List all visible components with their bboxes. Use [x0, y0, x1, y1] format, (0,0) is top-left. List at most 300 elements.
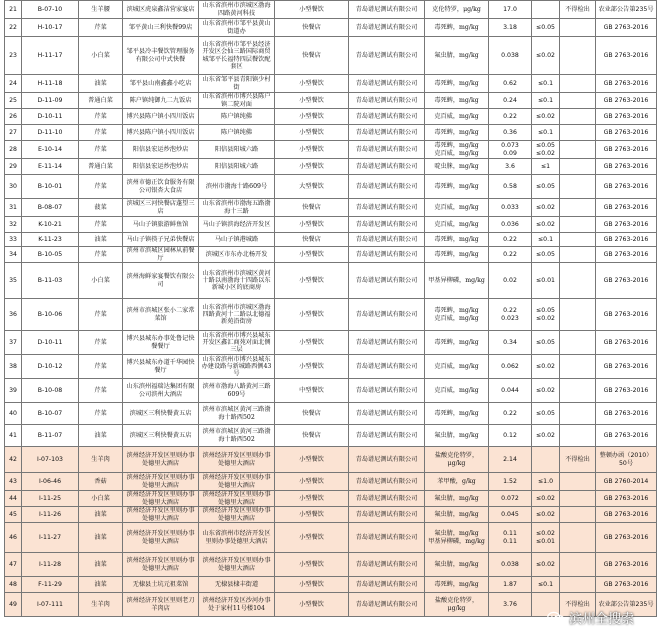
- table-row: [5, 217, 657, 233]
- cell-lab: 青岛谱尼测试有限公司: [349, 523, 425, 553]
- cell-limit: ≤0.02: [532, 199, 560, 217]
- cell-result: 0.22: [489, 233, 532, 247]
- cell-std: 农业部公告第235号: [596, 1, 657, 19]
- cell-lab: 青岛谱尼测试有限公司: [349, 491, 425, 507]
- cell-address: 滨州经济开发区里则办事处德里大酒店: [199, 473, 275, 491]
- cell-address: 阳信县阳城六路: [199, 159, 275, 175]
- cell-code: I-07-111: [22, 593, 79, 617]
- cell-address: 山东省滨州市滨城区黄河十路以南渤海十四路以东新城小区的底商房: [199, 263, 275, 299]
- cell-food: 芹菜: [79, 217, 123, 233]
- cell-verdict: [560, 473, 596, 491]
- cell-no: 32: [5, 217, 22, 233]
- table-row: [5, 577, 657, 593]
- cell-code: I-06-46: [22, 473, 79, 491]
- cell-no: 44: [5, 491, 22, 507]
- cell-unit: 博兴县城东办道千华园快餐厅: [123, 355, 199, 379]
- cell-item: 毒死蜱，mg/kg: [425, 403, 489, 425]
- cell-unit: 滨州经济开发区里则办事处德里大酒店: [123, 523, 199, 553]
- cell-std: GB 2763-2016: [596, 247, 657, 263]
- cell-no: 47: [5, 553, 22, 577]
- cell-type: 小型餐饮: [275, 217, 349, 233]
- cell-std: GB 2763-2016: [596, 507, 657, 523]
- cell-unit: 马山子镇筷子兄弟快餐店: [123, 233, 199, 247]
- cell-lab: 青岛谱尼测试有限公司: [349, 93, 425, 109]
- cell-code: D-10-12: [22, 355, 79, 379]
- cell-no: 21: [5, 1, 22, 19]
- cell-result: 0.062: [489, 355, 532, 379]
- cell-verdict: [560, 403, 596, 425]
- cell-verdict: [560, 93, 596, 109]
- cell-food: 芹菜: [79, 247, 123, 263]
- cell-limit: ≤0.1: [532, 125, 560, 141]
- cell-address: 山东省滨州市经济开发区里则办事处德里大酒店: [199, 523, 275, 553]
- cell-address: 山东省滨州市滨城区渤海四路黄河十二路以北德福新苑沿街房: [199, 299, 275, 331]
- cell-address: 滨州经济开发区里则办事处德里大酒店: [199, 491, 275, 507]
- cell-verdict: [560, 141, 596, 159]
- cell-address: 无棣县棣丰街道: [199, 577, 275, 593]
- table-row: [5, 299, 657, 331]
- cell-std: GB 2763-2016: [596, 379, 657, 403]
- cell-verdict: [560, 125, 596, 141]
- cell-result: 0.038: [489, 37, 532, 75]
- table-row: [5, 247, 657, 263]
- cell-limit: ≤0.02: [532, 507, 560, 523]
- cell-lab: 青岛谱尼测试有限公司: [349, 141, 425, 159]
- cell-no: 39: [5, 379, 22, 403]
- cell-food: 芹菜: [79, 355, 123, 379]
- cell-verdict: [560, 159, 596, 175]
- cell-food: 油菜: [79, 523, 123, 553]
- cell-std: GB 2763-2016: [596, 491, 657, 507]
- cell-address: 滨州经济开发区里则办事处德里大酒店: [199, 553, 275, 577]
- cell-item: 毒死蜱，mg/kg: [425, 125, 489, 141]
- cell-verdict: [560, 109, 596, 125]
- cell-result: 0.22: [489, 247, 532, 263]
- cell-food: 普通白菜: [79, 93, 123, 109]
- cell-verdict: 不得检出: [560, 447, 596, 473]
- cell-result: 0.033: [489, 199, 532, 217]
- cell-limit: ≤0.02: [532, 37, 560, 75]
- cell-lab: 青岛谱尼测试有限公司: [349, 75, 425, 93]
- cell-item: 氟虫腈，mg/kg: [425, 425, 489, 447]
- cell-item: 毒死蜱，mg/kg 克百威，mg/kg: [425, 299, 489, 331]
- cell-unit: 山东滨州福瑞达集团有限公司滨州大酒店: [123, 379, 199, 403]
- cell-unit: 陈户镇纯御九二九饭店: [123, 93, 199, 109]
- cell-result: 0.045: [489, 507, 532, 523]
- cell-food: 芹菜: [79, 331, 123, 355]
- cell-type: 快餐店: [275, 19, 349, 37]
- table-row: [5, 75, 657, 93]
- cell-limit: ≤0.02: [532, 217, 560, 233]
- cell-verdict: [560, 199, 596, 217]
- cell-item: 克百威，mg/kg: [425, 379, 489, 403]
- cell-lab: 青岛谱尼测试有限公司: [349, 403, 425, 425]
- cell-limit: ≤0.1: [532, 577, 560, 593]
- cell-unit: 滨州经济开发区里则办事处德里大酒店: [123, 447, 199, 473]
- cell-limit: ≤0.05: [532, 331, 560, 355]
- cell-lab: 青岛谱尼测试有限公司: [349, 263, 425, 299]
- cell-food: 芹菜: [79, 125, 123, 141]
- table-row: [5, 141, 657, 159]
- cell-item: 氟虫腈，mg/kg 甲基异柳磷，mg/kg: [425, 523, 489, 553]
- cell-item: 毒死蜱，mg/kg: [425, 75, 489, 93]
- cell-limit: ≤0.02: [532, 425, 560, 447]
- cell-item: 甲基异柳磷，mg/kg: [425, 263, 489, 299]
- cell-std: GB 2760-2014: [596, 473, 657, 491]
- cell-limit: ≤0.02 ≤0.01: [532, 523, 560, 553]
- cell-food: 小白菜: [79, 491, 123, 507]
- cell-lab: 青岛谱尼测试有限公司: [349, 109, 425, 125]
- cell-item: 毒死蜱，mg/kg: [425, 19, 489, 37]
- cell-lab: 青岛谱尼测试有限公司: [349, 299, 425, 331]
- cell-code: F-11-29: [22, 577, 79, 593]
- cell-unit: 邹平县冷丰餐饮管理服务有限公司中式快餐: [123, 37, 199, 75]
- cell-limit: ≤1: [532, 159, 560, 175]
- cell-limit: ≤0.05 ≤0.02: [532, 141, 560, 159]
- cell-code: I-11-25: [22, 491, 79, 507]
- cell-code: B-07-10: [22, 1, 79, 19]
- cell-verdict: [560, 355, 596, 379]
- cell-address: 滨州经济开发区里则办事处德里大酒店: [199, 507, 275, 523]
- cell-no: 27: [5, 125, 22, 141]
- cell-verdict: [560, 19, 596, 37]
- cell-lab: 青岛谱尼测试有限公司: [349, 19, 425, 37]
- cell-limit: ≤0.1: [532, 233, 560, 247]
- cell-code: B-11-07: [22, 425, 79, 447]
- table-row: [5, 447, 657, 473]
- cell-result: 0.22: [489, 403, 532, 425]
- cell-no: 24: [5, 75, 22, 93]
- cell-unit: 滨城区三利快餐黄五店: [123, 425, 199, 447]
- cell-std: GB 2763-2016: [596, 19, 657, 37]
- table-row: [5, 93, 657, 109]
- cell-lab: 青岛谱尼测试有限公司: [349, 199, 425, 217]
- cell-code: B-10-07: [22, 403, 79, 425]
- cell-std: GB 2763-2016: [596, 553, 657, 577]
- cell-verdict: [560, 233, 596, 247]
- cell-no: 25: [5, 93, 22, 109]
- cell-food: 菠菜: [79, 199, 123, 217]
- cell-code: B-10-05: [22, 247, 79, 263]
- cell-std: GB 2763-2016: [596, 403, 657, 425]
- cell-address: 马山子镇滨海经济开发区: [199, 217, 275, 233]
- cell-lab: 青岛谱尼测试有限公司: [349, 553, 425, 577]
- cell-result: 3.76: [489, 593, 532, 617]
- cell-item: 盐酸克伦特罗，μg/kg: [425, 447, 489, 473]
- cell-food: 芹菜: [79, 403, 123, 425]
- cell-type: 快餐店: [275, 403, 349, 425]
- cell-type: 小型餐饮: [275, 507, 349, 523]
- cell-food: 生羊肉: [79, 593, 123, 617]
- cell-unit: 滨州经济开发区里则办事处德里大酒店: [123, 507, 199, 523]
- cell-unit: 滨州经济开发区里则老刀羊肉店: [123, 593, 199, 617]
- cell-type: 小型餐饮: [275, 159, 349, 175]
- cell-type: 小型餐饮: [275, 553, 349, 577]
- cell-code: I-07-103: [22, 447, 79, 473]
- cell-result: 0.36: [489, 125, 532, 141]
- cell-unit: 博兴县陈户镇小四川饭店: [123, 125, 199, 141]
- cell-result: 0.044: [489, 379, 532, 403]
- cell-code: D-11-09: [22, 93, 79, 109]
- cell-food: 油菜: [79, 75, 123, 93]
- cell-limit: ≤0.02: [532, 109, 560, 125]
- cell-type: 小型餐饮: [275, 299, 349, 331]
- cell-food: 小白菜: [79, 37, 123, 75]
- cell-unit: 邹平黄山三利快餐99店: [123, 19, 199, 37]
- cell-no: 49: [5, 593, 22, 617]
- cell-std: GB 2763-2016: [596, 93, 657, 109]
- cell-unit: 邹平县山南鑫鑫小吃店: [123, 75, 199, 93]
- cell-type: 小型餐饮: [275, 491, 349, 507]
- cell-no: 34: [5, 247, 22, 263]
- cell-std: GB 2763-2016: [596, 37, 657, 75]
- cell-no: 43: [5, 473, 22, 491]
- cell-food: 油菜: [79, 577, 123, 593]
- cell-type: 小型餐饮: [275, 125, 349, 141]
- cell-lab: 青岛谱尼测试有限公司: [349, 175, 425, 199]
- cell-verdict: [560, 263, 596, 299]
- cell-limit: ≤0.02: [532, 553, 560, 577]
- cell-type: 小型餐饮: [275, 523, 349, 553]
- cell-code: H-11-18: [22, 75, 79, 93]
- cell-food: 油菜: [79, 425, 123, 447]
- cell-address: 滨城区市东办北杨开发: [199, 247, 275, 263]
- cell-food: 普通白菜: [79, 159, 123, 175]
- cell-no: 35: [5, 263, 22, 299]
- cell-result: 0.22 0.023: [489, 299, 532, 331]
- cell-unit: 滨州海鲜家宴餐饮有限公司: [123, 263, 199, 299]
- cell-result: 0.073 0.09: [489, 141, 532, 159]
- cell-food: 小白菜: [79, 263, 123, 299]
- cell-code: D-10-11: [22, 109, 79, 125]
- cell-limit: ≤1.0: [532, 473, 560, 491]
- cell-std: GB 2763-2016: [596, 199, 657, 217]
- cell-code: I-11-27: [22, 523, 79, 553]
- cell-food: 芹菜: [79, 299, 123, 331]
- cell-address: 马山子镇港城路: [199, 233, 275, 247]
- cell-address: 山东省滨州市渤海五路渤海十三路: [199, 199, 275, 217]
- cell-limit: ≤0.02: [532, 379, 560, 403]
- cell-no: 23: [5, 37, 22, 75]
- cell-verdict: [560, 379, 596, 403]
- cell-limit: ≤0.02: [532, 491, 560, 507]
- cell-no: 29: [5, 159, 22, 175]
- cell-no: 42: [5, 447, 22, 473]
- cell-type: 小型餐饮: [275, 93, 349, 109]
- cell-item: 啶虫脒，mg/kg: [425, 159, 489, 175]
- cell-result: 0.072: [489, 491, 532, 507]
- cell-item: 克伦特罗，μg/kg: [425, 1, 489, 19]
- cell-result: 3.6: [489, 159, 532, 175]
- cell-result: 2.14: [489, 447, 532, 473]
- cell-item: 克百威，mg/kg: [425, 199, 489, 217]
- cell-code: B-10-06: [22, 299, 79, 331]
- cell-verdict: 不得检出: [560, 593, 596, 617]
- cell-lab: 青岛谱尼测试有限公司: [349, 1, 425, 19]
- cell-address: 陈户镇纯佛: [199, 125, 275, 141]
- cell-verdict: [560, 523, 596, 553]
- cell-address: 滨州经济开发区里则办事处德里大酒店: [199, 447, 275, 473]
- cell-result: 1.87: [489, 577, 532, 593]
- cell-lab: 青岛谱尼测试有限公司: [349, 125, 425, 141]
- cell-std: GB 2763-2016: [596, 159, 657, 175]
- cell-item: 毒死蜱，mg/kg: [425, 577, 489, 593]
- watermark: [547, 608, 634, 627]
- cell-code: E-11-14: [22, 159, 79, 175]
- cell-std: GB 2763-2016: [596, 125, 657, 141]
- cell-food: 芹菜: [79, 109, 123, 125]
- table-row: [5, 473, 657, 491]
- table-row: [5, 159, 657, 175]
- cell-verdict: [560, 331, 596, 355]
- cell-lab: 青岛谱尼测试有限公司: [349, 331, 425, 355]
- cell-std: 整顿办函（2010）50号: [596, 447, 657, 473]
- cell-unit: 滨州经济开发区里则办事处德里大酒店: [123, 491, 199, 507]
- table-row: [5, 19, 657, 37]
- cell-unit: 阳信县宏运炒泡炒店: [123, 159, 199, 175]
- cell-address: 滨州市滨城区黄河三路渤海十路西502: [199, 403, 275, 425]
- cell-item: 毒死蜱，mg/kg: [425, 93, 489, 109]
- cell-result: 0.038: [489, 553, 532, 577]
- cell-address: 山东省滨州市邹平县经济开发区会仙三路国际商贸城邹平长福特四层餐饮配套区: [199, 37, 275, 75]
- cell-lab: 青岛谱尼测试有限公司: [349, 447, 425, 473]
- cell-no: 41: [5, 425, 22, 447]
- cell-food: 芹菜: [79, 175, 123, 199]
- cell-code: B-11-03: [22, 263, 79, 299]
- cell-unit: 滨城区虎泉鑫洁营家宴店: [123, 1, 199, 19]
- cell-type: 快餐店: [275, 425, 349, 447]
- cell-limit: ≤0.02: [532, 355, 560, 379]
- table-row: [5, 109, 657, 125]
- cell-item: 氟虫腈，mg/kg: [425, 37, 489, 75]
- cell-type: 小型餐饮: [275, 593, 349, 617]
- cell-type: 小型餐饮: [275, 473, 349, 491]
- cell-no: 37: [5, 331, 22, 355]
- cell-unit: 马山子镇旅游鲜鱼馆: [123, 217, 199, 233]
- cell-no: 22: [5, 19, 22, 37]
- cell-std: GB 2763-2016: [596, 233, 657, 247]
- cell-limit: ≤0.05: [532, 19, 560, 37]
- cell-std: GB 2763-2016: [596, 141, 657, 159]
- cell-std: GB 2763-2016: [596, 175, 657, 199]
- cell-result: 3.18: [489, 19, 532, 37]
- table-row: [5, 523, 657, 553]
- cell-item: 克百威，mg/kg: [425, 109, 489, 125]
- wechat-icon: [547, 611, 565, 625]
- cell-limit: [532, 1, 560, 19]
- cell-type: 小型餐饮: [275, 331, 349, 355]
- table-row: [5, 425, 657, 447]
- cell-verdict: [560, 247, 596, 263]
- cell-unit: 滨州经济开发区里则办事处德里大酒店: [123, 553, 199, 577]
- cell-item: 苯甲酸，g/kg: [425, 473, 489, 491]
- cell-no: 38: [5, 355, 22, 379]
- cell-std: GB 2763-2016: [596, 75, 657, 93]
- cell-verdict: [560, 175, 596, 199]
- cell-verdict: [560, 491, 596, 507]
- cell-unit: 无棣县土坑元祖菜馆: [123, 577, 199, 593]
- table-row: [5, 175, 657, 199]
- table-row: [5, 403, 657, 425]
- cell-type: 小型餐饮: [275, 1, 349, 19]
- cell-lab: 青岛谱尼测试有限公司: [349, 379, 425, 403]
- table-row: [5, 1, 657, 19]
- cell-address: 山东省滨州市滨城区渤海四路黄河科技: [199, 1, 275, 19]
- cell-lab: 青岛谱尼测试有限公司: [349, 247, 425, 263]
- cell-lab: 青岛谱尼测试有限公司: [349, 507, 425, 523]
- cell-food: 油菜: [79, 507, 123, 523]
- cell-address: 滨州市滨城区黄河三路渤海十路西502: [199, 425, 275, 447]
- cell-lab: 青岛谱尼测试有限公司: [349, 233, 425, 247]
- cell-no: 45: [5, 507, 22, 523]
- cell-type: 小型餐饮: [275, 109, 349, 125]
- cell-verdict: [560, 553, 596, 577]
- table-row: [5, 507, 657, 523]
- cell-std: GB 2763-2016: [596, 425, 657, 447]
- cell-address: 陈户镇纯佛: [199, 109, 275, 125]
- cell-verdict: [560, 577, 596, 593]
- table-row: [5, 37, 657, 75]
- table-row: [5, 491, 657, 507]
- table-row: [5, 379, 657, 403]
- table-row: [5, 199, 657, 217]
- table-row: [5, 355, 657, 379]
- cell-address: 山东省滨州市邹平县黄山街道办: [199, 19, 275, 37]
- cell-verdict: [560, 425, 596, 447]
- cell-no: 46: [5, 523, 22, 553]
- table-row: [5, 233, 657, 247]
- cell-item: 毒死蜱，mg/kg: [425, 331, 489, 355]
- cell-code: B-08-07: [22, 199, 79, 217]
- cell-lab: 青岛谱尼测试有限公司: [349, 473, 425, 491]
- cell-food: 油菜: [79, 233, 123, 247]
- cell-std: GB 2763-2016: [596, 217, 657, 233]
- cell-no: 30: [5, 175, 22, 199]
- cell-food: 香菇: [79, 473, 123, 491]
- cell-unit: 滨城区三河快餐店蓬望三店: [123, 199, 199, 217]
- cell-address: 山东省邹平县青阳镇少村街: [199, 75, 275, 93]
- cell-result: 0.58: [489, 175, 532, 199]
- cell-no: 36: [5, 299, 22, 331]
- cell-item: 氟虫腈，mg/kg: [425, 553, 489, 577]
- cell-item: 毒死蜱，mg/kg: [425, 247, 489, 263]
- cell-limit: ≤0.1: [532, 93, 560, 109]
- cell-address: 山东省滨州市博兴县城东开发区鑫汇商苑对面北侧三层: [199, 331, 275, 355]
- cell-code: K-11-23: [22, 233, 79, 247]
- cell-code: H-11-17: [22, 37, 79, 75]
- cell-food: 生羊腰: [79, 1, 123, 19]
- cell-verdict: [560, 299, 596, 331]
- cell-result: 0.22: [489, 109, 532, 125]
- cell-type: 小型餐饮: [275, 75, 349, 93]
- cell-limit: ≤0.05: [532, 247, 560, 263]
- cell-std: GB 2763-2016: [596, 109, 657, 125]
- cell-type: 小型餐饮: [275, 263, 349, 299]
- cell-address: 阳信县阳城六路: [199, 141, 275, 159]
- cell-food: 芹菜: [79, 379, 123, 403]
- cell-verdict: [560, 217, 596, 233]
- cell-address: 山东省滨州市博兴县陈户镇二院对面: [199, 93, 275, 109]
- cell-unit: 滨州市滨城区园林从前餐厅: [123, 247, 199, 263]
- cell-result: 17.0: [489, 1, 532, 19]
- cell-std: GB 2763-2016: [596, 263, 657, 299]
- cell-unit: 滨州市滨城区张小二家常菜馆: [123, 299, 199, 331]
- cell-no: 33: [5, 233, 22, 247]
- cell-food: 生羊肉: [79, 447, 123, 473]
- cell-result: 1.52: [489, 473, 532, 491]
- table-row: [5, 331, 657, 355]
- cell-type: 快餐店: [275, 233, 349, 247]
